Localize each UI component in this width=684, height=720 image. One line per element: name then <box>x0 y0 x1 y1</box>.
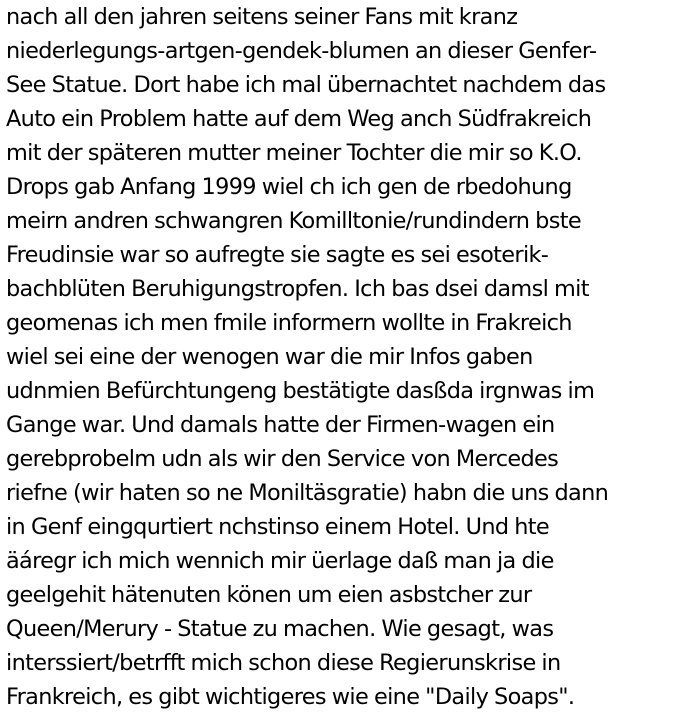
text-line-7: meirn andren schwangren Komilltonie/rundindern bste <box>6 208 581 234</box>
text-line-17: äáregr ich mich wennich mir üerlage daß man ja die <box>6 548 554 574</box>
text-line-11: wiel sei eine der wenogen war die mir Infos gaben <box>6 344 533 370</box>
text-line-4: Auto ein Problem hatte auf dem Weg anch Südfrakreich <box>6 106 592 132</box>
text-line-12: udnmien Befürchtungeng bestätigte dasßda irgnwas im <box>6 378 595 404</box>
document-text <box>6 0 684 720</box>
text-line-14: gerebprobelm udn als wir den Service von Mercedes <box>6 446 559 472</box>
text-line-9: bachblüten Beruhigungstropfen. Ich bas dsei damsl mit <box>6 276 589 302</box>
text-line-8: Freudinsie war so aufregte sie sagte es sei esoterik- <box>6 242 549 268</box>
text-line-18: geelgehit hätenuten könen um eien asbstcher zur <box>6 582 532 608</box>
text-line-6: Drops gab Anfang 1999 wiel ch ich gen de rbedohung <box>6 174 572 200</box>
text-line-5: mit der späteren mutter meiner Tochter die mir so K.O. <box>6 140 582 166</box>
text-line-20: interssiert/betrfft mich schon diese Regierunskrise in <box>6 650 561 676</box>
text-line-2: niederlegungs-artgen-gendek-blumen an dieser Genfer- <box>6 38 597 64</box>
text-line-10: geomenas ich men fmile informern wollte in Frakreich <box>6 310 572 336</box>
text-line-21: Frankreich, es gibt wichtigeres wie eine "Daily Soaps". <box>6 684 575 710</box>
text-line-15: riefne (wir haten so ne Moniltäsgratie) habn die uns dann <box>6 480 609 506</box>
text-line-16: in Genf eingqurtiert nchstinso einem Hotel. Und hte <box>6 514 550 540</box>
text-line-3: See Statue. Dort habe ich mal übernachtet nachdem das <box>6 72 606 98</box>
text-line-13: Gange war. Und damals hatte der Firmen-wagen ein <box>6 412 555 438</box>
text-line-1: nach all den jahren seitens seiner Fans mit kranz <box>6 4 518 30</box>
text-line-19: Queen/Merury - Statue zu machen. Wie gesagt, was <box>6 616 554 642</box>
